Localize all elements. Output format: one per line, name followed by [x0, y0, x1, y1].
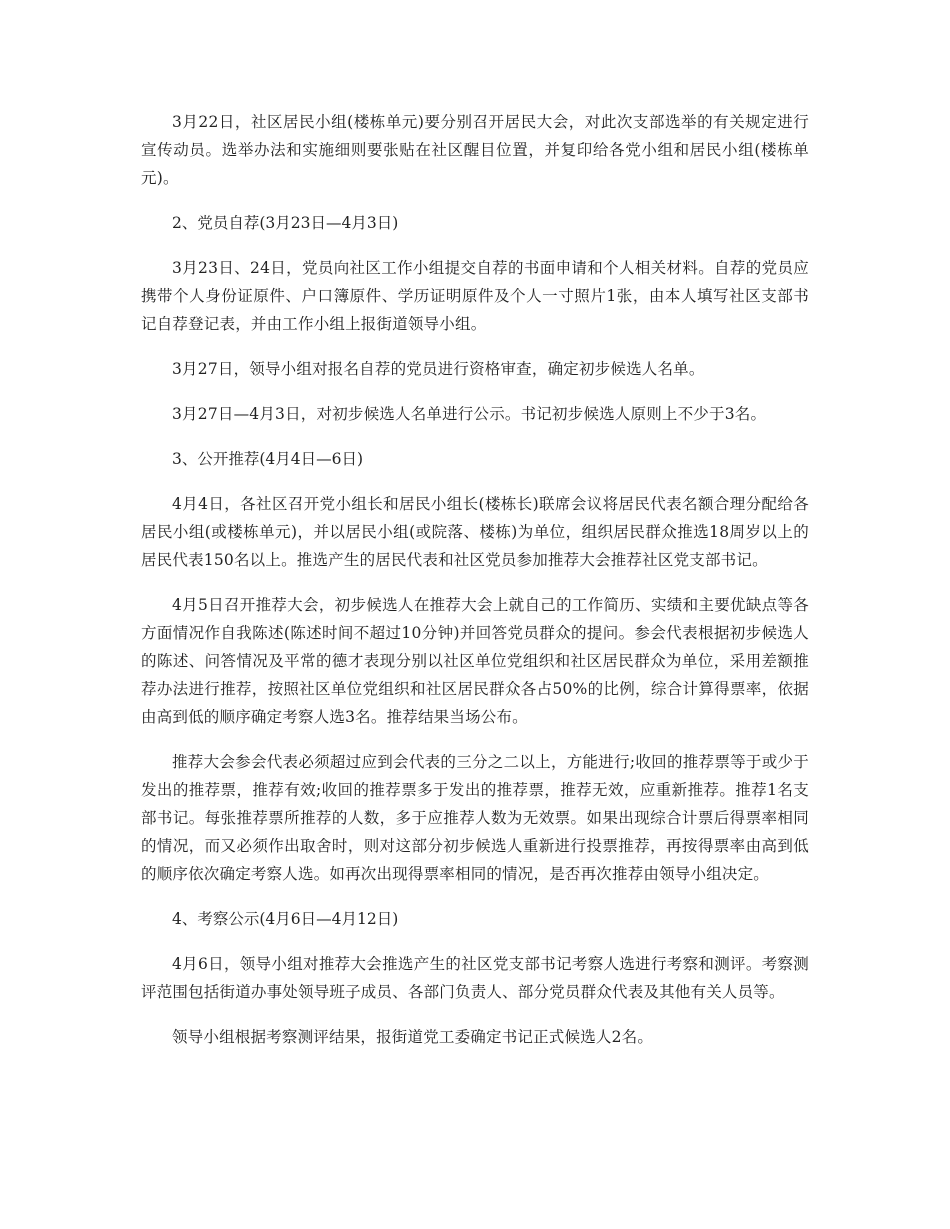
paragraph-candidate-publicity: 3月27日—4月3日，对初步候选人名单进行公示。书记初步候选人原则上不少于3名。	[172, 405, 767, 423]
paragraph-assembly-rules: 推荐大会参会代表必须超过应到会代表的三分之二以上，方能进行;收回的推荐票等于或少于发出的推荐票，推荐有效;收回的推荐票多于发出的推荐票，推荐无效，应重新推荐。推荐1名支部书记。每张推荐票所推荐的人数，多于应推荐人数为无效票。如果出现综合计票后得票率相同的情况，而又必须作出取舍时，则对这部分初步候选人重新进行投票推荐，再按得票率由高到低的顺序依次确定考察人选。如再次出现得票率相同的情况，是否再次推荐由领导小组决定。	[141, 753, 809, 883]
section-heading-public-recommendation: 3、公开推荐(4月4日—6日)	[172, 450, 364, 468]
paragraph-resident-meeting: 3月22日，社区居民小组(楼栋单元)要分别召开居民大会，对此次支部选举的有关规定进行宣传动员。选举办法和实施细则要张贴在社区醒目位置，并复印给各党小组和居民小组(楼栋单元)。	[141, 113, 809, 187]
section-heading-self-recommendation: 2、党员自荐(3月23日—4月3日)	[172, 214, 399, 232]
paragraph-formal-candidates: 领导小组根据考察测评结果，报街道党工委确定书记正式候选人2名。	[172, 1028, 654, 1046]
paragraph-qualification-review: 3月27日，领导小组对报名自荐的党员进行资格审查，确定初步候选人名单。	[172, 360, 705, 378]
section-heading-inspection-publicity: 4、考察公示(4月6日—4月12日)	[172, 910, 399, 928]
paragraph-inspection-evaluation: 4月6日，领导小组对推荐大会推选产生的社区党支部书记考察人选进行考察和测评。考察测评范围包括街道办事处领导班子成员、各部门负责人、部分党员群众代表及其他有关人员等。	[141, 955, 809, 1001]
paragraph-self-recommendation-materials: 3月23日、24日，党员向社区工作小组提交自荐的书面申请和个人相关材料。自荐的党员应携带个人身份证原件、户口簿原件、学历证明原件及个人一寸照片1张，由本人填写社区支部书记自荐登记表，并由工作小组上报街道领导小组。	[141, 259, 809, 333]
paragraph-recommendation-assembly: 4月5日召开推荐大会，初步候选人在推荐大会上就自己的工作简历、实绩和主要优缺点等各方面情况作自我陈述(陈述时间不超过10分钟)并回答党员群众的提问。参会代表根据初步候选人的陈述、问答情况及平常的德才表现分别以社区单位党组织和社区居民群众为单位，采用差额推荐办法进行推荐，按照社区单位党组织和社区居民群众各占50%的比例，综合计算得票率，依据由高到低的顺序确定考察人选3名。推荐结果当场公布。	[141, 596, 809, 726]
paragraph-joint-meeting: 4月4日，各社区召开党小组长和居民小组长(楼栋长)联席会议将居民代表名额合理分配给各居民小组(或楼栋单元)，并以居民小组(或院落、楼栋)为单位，组织居民群众推选18周岁以上的居民代表150名以上。推选产生的居民代表和社区党员参加推荐大会推荐社区党支部书记。	[141, 495, 809, 569]
document-page	[141, 108, 809, 1068]
